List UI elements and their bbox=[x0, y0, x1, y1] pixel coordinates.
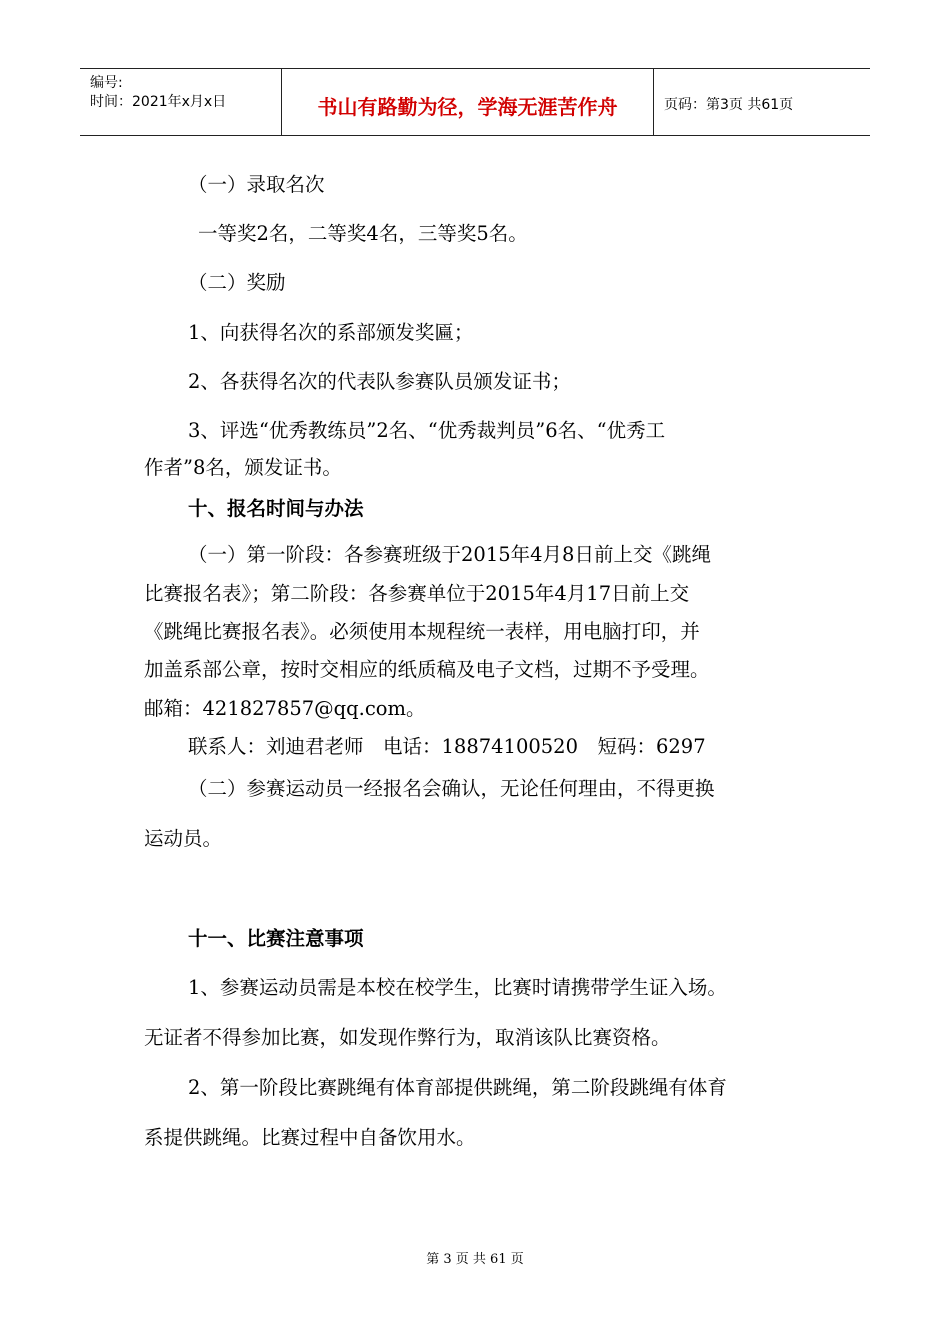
section-11-heading: 十一、比赛注意事项 bbox=[188, 927, 364, 950]
time-label: 时间：2021年x月x日 bbox=[90, 94, 227, 110]
ranking-text: 一等奖2名，二等奖4名，三等奖5名。 bbox=[198, 222, 528, 245]
page-header bbox=[80, 68, 870, 136]
registration-line2: 比赛报名表》；第二阶段：各参赛单位于2015年4月17日前上交 bbox=[144, 582, 690, 605]
registration-line4: 加盖系部公章，按时交相应的纸质稿及电子文档，过期不予受理。 bbox=[144, 658, 710, 681]
notice-item-1-line1: 1、参赛运动员需是本校在校学生，比赛时请携带学生证入场。 bbox=[188, 976, 727, 999]
section-10-heading: 十、报名时间与办法 bbox=[188, 497, 364, 520]
notice-item-2-line1: 2、第一阶段比赛跳绳有体育部提供跳绳，第二阶段跳绳有体育 bbox=[188, 1076, 727, 1099]
notice-item-1-line2: 无证者不得参加比赛，如发现作弊行为，取消该队比赛资格。 bbox=[144, 1026, 671, 1049]
reward-item-3-line2: 作者”8名，颁发证书。 bbox=[144, 456, 342, 479]
page-footer: 第 3 页 共 61 页 bbox=[426, 1252, 524, 1267]
registration-line3: 《跳绳比赛报名表》。必须使用本规程统一表样，用电脑打印，并 bbox=[144, 620, 700, 643]
contact-line: 联系人：刘迪君老师 电话：18874100520 短码：6297 bbox=[188, 735, 706, 758]
header-page-cell bbox=[654, 69, 870, 135]
motto: 书山有路勤为径，学海无涯苦作舟 bbox=[317, 95, 618, 119]
reward-item-3-line1: 3、评选“优秀教练员”2名、“优秀裁判员”6名、“优秀工 bbox=[188, 419, 666, 442]
reward-item-1: 1、向获得名次的系部颁发奖匾； bbox=[188, 321, 474, 344]
section-ranking-title: （一）录取名次 bbox=[188, 173, 325, 196]
serial-label: 编号: bbox=[90, 75, 123, 91]
reward-item-2: 2、各获得名次的代表队参赛队员颁发证书； bbox=[188, 370, 571, 393]
athlete-rule-line2: 运动员。 bbox=[144, 827, 223, 850]
section-reward-title: （二）奖励 bbox=[188, 271, 286, 294]
header-motto-cell bbox=[282, 69, 654, 135]
email-line: 邮箱：421827857@qq.com。 bbox=[144, 697, 426, 720]
header-meta-cell bbox=[80, 69, 282, 135]
page-label: 页码：第3页 共61页 bbox=[664, 97, 794, 113]
notice-item-2-line2: 系提供跳绳。比赛过程中自备饮用水。 bbox=[144, 1126, 476, 1149]
registration-line1: （一）第一阶段：各参赛班级于2015年4月8日前上交《跳绳 bbox=[188, 543, 711, 566]
athlete-rule-line1: （二）参赛运动员一经报名会确认，无论任何理由，不得更换 bbox=[188, 777, 715, 800]
